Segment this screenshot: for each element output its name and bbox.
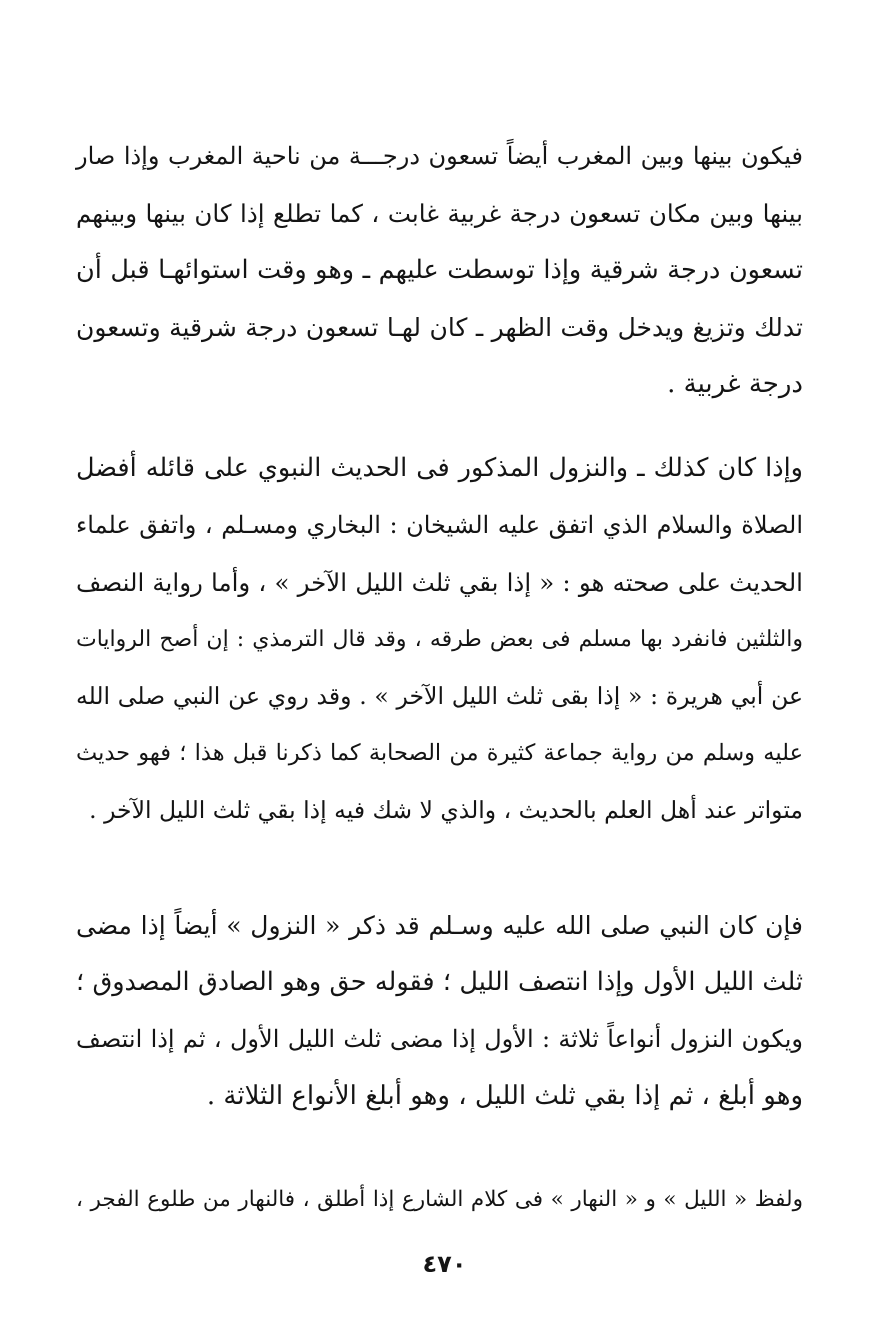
text-line: وإذا كان كذلك ـ والنزول المذكور فى الحديث النبوي على قائله أفضل bbox=[76, 453, 803, 483]
text-line: عليه وسلم من رواية جماعة كثيرة من الصحابة كما ذكرنا قبل هذا ؛ فهو حديث bbox=[76, 740, 803, 766]
page-number: ٤٧٠ bbox=[422, 1250, 467, 1278]
text-line: الحديث على صحته هو : « إذا بقي ثلث الليل الآخر » ، وأما رواية النصف bbox=[76, 568, 803, 597]
text-line: عن أبي هريرة : « إذا بقى ثلث الليل الآخر » . وقد روي عن النبي صلى الله bbox=[76, 682, 803, 710]
text-line: درجة غربية . bbox=[667, 369, 803, 399]
text-line: ولفظ « الليل » و « النهار » فى كلام الشارع إذا أطلق ، فالنهار من طلوع الفجر ، bbox=[76, 1187, 803, 1212]
paragraph-3 bbox=[76, 897, 803, 1125]
text-line: الصلاة والسلام الذي اتفق عليه الشيخان : البخاري ومسـلم ، واتفق علماء bbox=[76, 511, 803, 539]
text-line: وهو أبلغ ، ثم إذا بقي ثلث الليل ، وهو أبلغ الأنواع الثلاثة . bbox=[206, 1081, 803, 1111]
text-line: فيكون بينها وبين المغرب أيضاً تسعون درجـــة من ناحية المغرب وإذا صار bbox=[76, 142, 803, 170]
text-line: ويكون النزول أنواعاً ثلاثة : الأول إذا مضى ثلث الليل الأول ، ثم إذا انتصف bbox=[76, 1025, 803, 1053]
text-line: فإن كان النبي صلى الله عليه وسـلم قد ذكر « النزول » أيضاً إذا مضى bbox=[76, 911, 803, 940]
text-line: متواتر عند أهل العلم بالحديث ، والذي لا شك فيه إذا بقي ثلث الليل الآخر . bbox=[89, 796, 803, 824]
paragraph-1 bbox=[76, 128, 803, 413]
text-line: ثلث الليل الأول وإذا انتصف الليل ؛ فقوله حق وهو الصادق المصدوق ؛ bbox=[76, 967, 803, 997]
paragraph-2 bbox=[76, 440, 803, 839]
text-line: تسعون درجة شرقية وإذا توسطت عليهم ـ وهو وقت استوائهـا قبل أن bbox=[76, 255, 803, 285]
paragraph-4 bbox=[76, 1171, 803, 1228]
text-line: بينها وبين مكان تسعون درجة غربية غابت ، كما تطلع إذا كان بينها وبينهم bbox=[76, 199, 803, 228]
text-line: والثلثين فانفرد بها مسلم فى بعض طرقه ، وقد قال الترمذي : إن أصح الروايات bbox=[76, 627, 803, 652]
text-line: تدلك وتزيغ ويدخل وقت الظهر ـ كان لهـا تسعون درجة شرقية وتسعون bbox=[76, 313, 803, 342]
